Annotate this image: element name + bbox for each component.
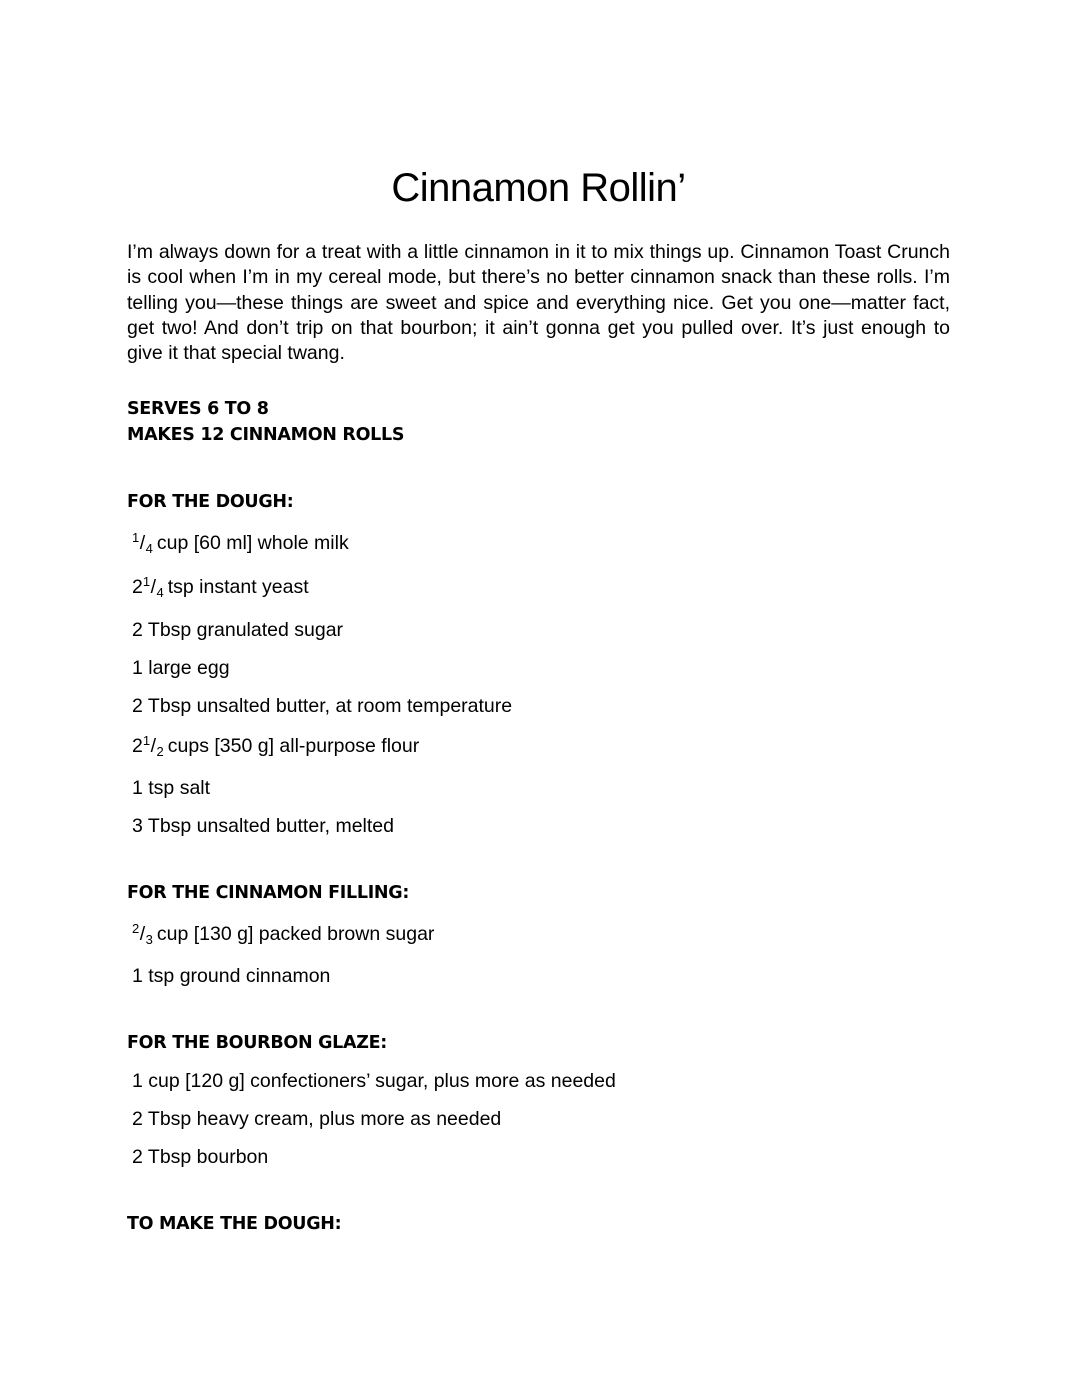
ingredient-heavy-cream: 2 Tbsp heavy cream, plus more as needed	[132, 1108, 502, 1130]
fraction: $2^1/_2$	[132, 733, 164, 759]
recipe-intro: I’m always down for a treat with a little cinnamon in it to mix things up. Cinnamon Toast Crunch is cool when I’m in my cereal mode, but there’s no better cinnamon snack than these rolls. I’m telling you—these things are sweet and spice and everything nice. Get you one—matter fact, get two! And don’t trip on that bourbon; it ain’t gonna get you pulled over. It’s just enough to give it that special twang.	[127, 241, 950, 365]
makes-line: MAKES 12 CINNAMON ROLLS	[127, 425, 405, 445]
ingredient-salt: 1 tsp salt	[132, 777, 211, 799]
ingredient-butter-melted: 3 Tbsp unsalted butter, melted	[132, 815, 394, 837]
fraction: $2^1/_4$	[132, 574, 164, 600]
ingredient-yeast: $2^1/_4$ tsp instant yeast	[132, 574, 309, 600]
ingredient-flour: $2^1/_2$ cups [350 g] all-purpose flour	[132, 733, 420, 759]
ingredient-cinnamon: 1 tsp ground cinnamon	[132, 965, 331, 987]
ingredient-bourbon: 2 Tbsp bourbon	[132, 1146, 269, 1168]
filling-heading: FOR THE CINNAMON FILLING:	[127, 883, 410, 903]
ingredient-butter-room-temp: 2 Tbsp unsalted butter, at room temperature	[132, 695, 513, 717]
ingredient-sugar: 2 Tbsp granulated sugar	[132, 619, 344, 641]
ingredient-egg: 1 large egg	[132, 657, 230, 679]
serves-line: SERVES 6 TO 8	[127, 399, 269, 419]
ingredient-milk: $^1/_4$ cup [60 ml] whole milk	[132, 530, 349, 556]
dough-heading: FOR THE DOUGH:	[127, 492, 294, 512]
ingredient-brown-sugar: $^2/_3$ cup [130 g] packed brown sugar	[132, 921, 435, 947]
fraction: $^1/_4$	[132, 530, 153, 556]
method-heading: TO MAKE THE DOUGH:	[127, 1214, 342, 1234]
ingredient-confectioners-sugar: 1 cup [120 g] confectioners’ sugar, plus more as needed	[132, 1070, 616, 1092]
fraction: $^2/_3$	[132, 921, 153, 947]
glaze-heading: FOR THE BOURBON GLAZE:	[127, 1033, 387, 1053]
recipe-title: Cinnamon Rollin’	[391, 166, 686, 210]
